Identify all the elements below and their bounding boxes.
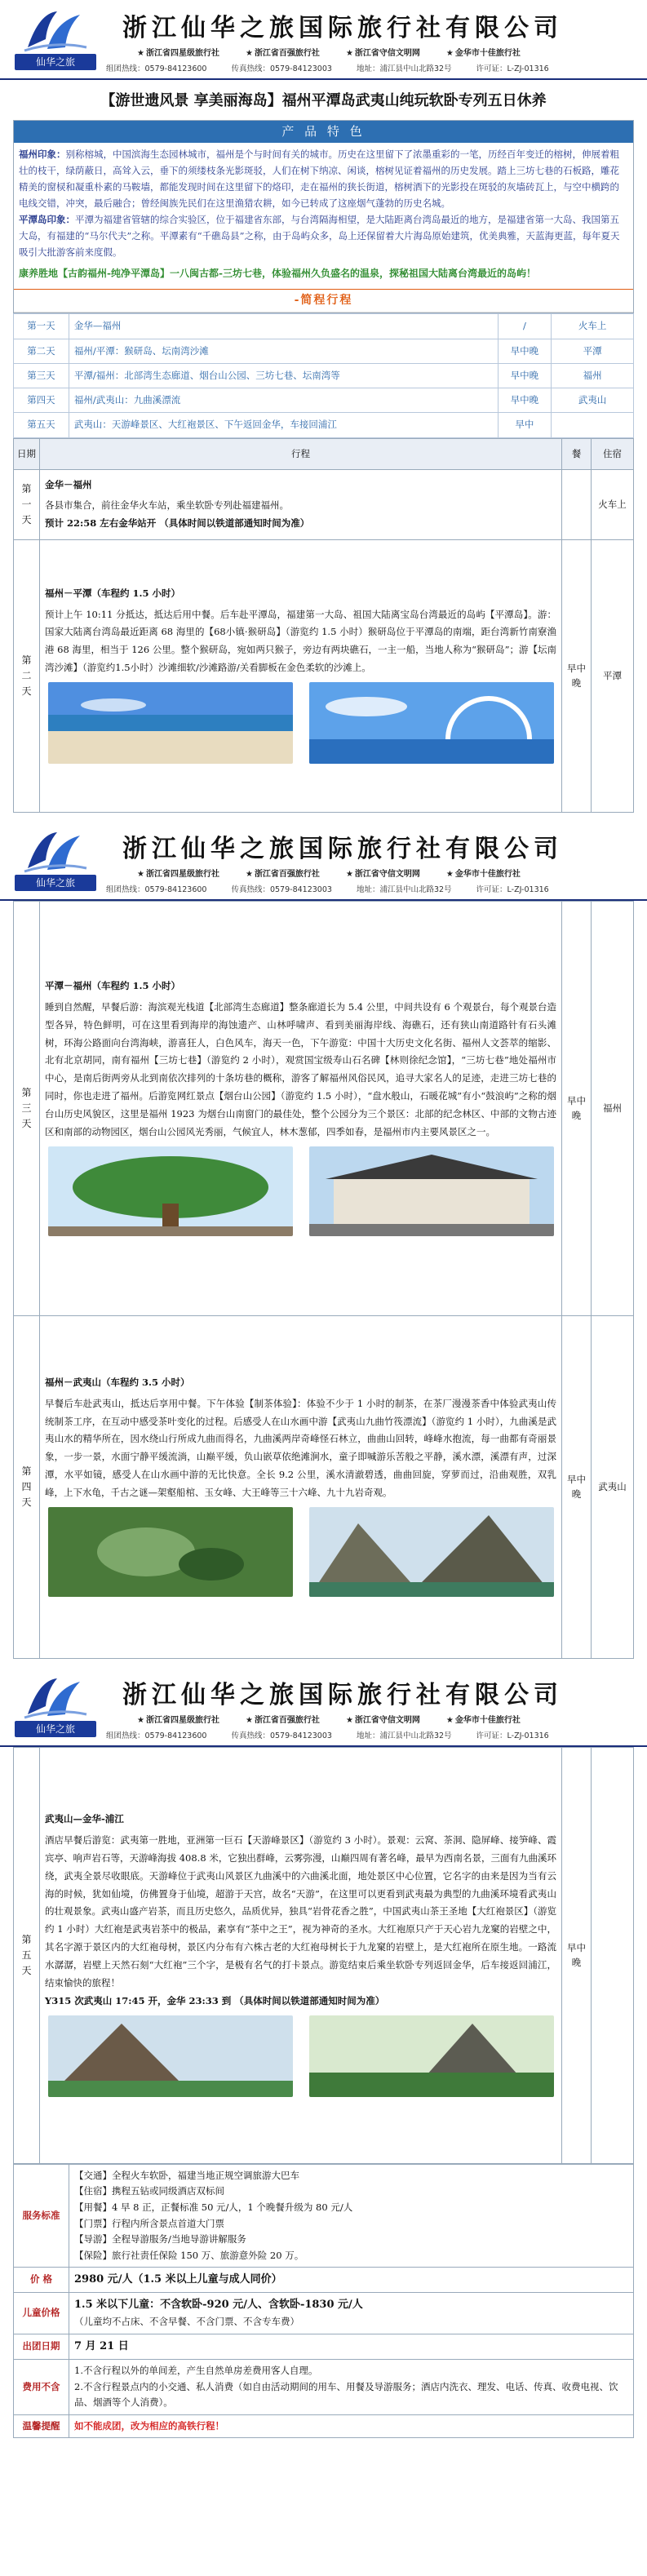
letterhead (0, 1667, 647, 1747)
day-stay: 火车上 (592, 469, 634, 539)
service-row (14, 2414, 634, 2438)
contact-phone: 组团热线：0579-84123600 (106, 64, 207, 73)
service-value (69, 2334, 634, 2359)
tea-garden-photo (309, 2015, 554, 2097)
brief-route: 武夷山：天游峰景区、大红袍景区、下午返回金华，车接回浦江 (69, 413, 498, 437)
honors (137, 47, 521, 60)
company-logo (15, 827, 96, 893)
brief-meal: / (498, 314, 552, 339)
honor-item: ★ 浙江省百强旅行社 (246, 868, 320, 880)
service-label: 价 格 (14, 2268, 69, 2293)
brief-row (14, 413, 634, 437)
logo-mark-icon (23, 7, 88, 55)
service-label: 费用不含 (14, 2359, 69, 2414)
service-value (69, 2414, 634, 2438)
company-name: 浙江仙华之旅国际旅行社有限公司 (122, 834, 563, 863)
brief-meal: 早中 (498, 413, 552, 437)
service-row (14, 2359, 634, 2414)
service-value (69, 2359, 634, 2414)
day-label: 第一天 (14, 469, 40, 539)
letterhead (0, 821, 647, 901)
service-row (14, 2164, 634, 2267)
service-line: 2980 元/人（1.5 米以上儿童与成人同价） (74, 2273, 282, 2286)
service-line: 【导游】全程导游服务/当地导游讲解服务 (74, 2233, 246, 2246)
day-stay: 武夷山 (592, 1315, 634, 1658)
itinerary-row-day4 (14, 1315, 634, 1658)
service-line: 1.不含行程以外的单间差，产生自然单房差费用客人自理。 (74, 2364, 318, 2376)
honor-item: ★ 金华市十佳旅行社 (446, 1714, 521, 1727)
contact-fax: 传真热线：0579-84123003 (231, 64, 332, 73)
pingtan-impression (19, 211, 628, 260)
day-content (40, 1747, 562, 2163)
honor-item: ★ 金华市十佳旅行社 (446, 868, 521, 880)
brief-row (14, 363, 634, 388)
service-value (69, 2293, 634, 2334)
day-title: 福州－武夷山（车程约 3.5 小时） (45, 1376, 190, 1388)
service-table (13, 2164, 634, 2438)
brief-route: 金华—福州 (69, 314, 498, 339)
photo-strip (45, 682, 556, 764)
contact-license: 许可证：L-ZJ-01316 (476, 64, 549, 73)
pingtan-label: 平潭岛印象： (19, 214, 75, 225)
col-route (40, 438, 562, 469)
logo-mark-icon (23, 1674, 88, 1723)
fuzhou-label: 福州印象： (19, 148, 66, 160)
itinerary-header-row (14, 438, 634, 469)
letterhead (0, 0, 647, 80)
honor-item: ★ 浙江省守信文明网 (346, 47, 420, 60)
wuyi-peak-photo (48, 2015, 293, 2097)
honor-item: ★ 浙江省四星级旅行社 (137, 47, 219, 60)
itinerary-row-day1 (14, 469, 634, 539)
service-label: 儿童价格 (14, 2293, 69, 2334)
service-label: 出团日期 (14, 2334, 69, 2359)
brief-row (14, 388, 634, 413)
day-label: 第三天 (14, 901, 40, 1315)
day-meal: 早中晚 (562, 901, 592, 1315)
day-label: 第五天 (14, 1747, 40, 2163)
service-value (69, 2164, 634, 2267)
day-label: 第二天 (14, 539, 40, 812)
day-content (40, 901, 562, 1315)
honor-item: ★ 浙江省守信文明网 (346, 868, 420, 880)
contact-address: 地址：浦江县中山北路32号 (356, 885, 452, 894)
col-route-label: 行程 (291, 447, 310, 459)
logo-mark-icon (23, 827, 88, 876)
day-text: 各县市集合，前往金华火车站，乘坐软卧专列赴福建福州。 (45, 499, 289, 512)
contact-address: 地址：浦江县中山北路32号 (356, 64, 452, 73)
brief-day: 第二天 (14, 339, 69, 363)
company-logo (15, 7, 96, 72)
contact-license: 许可证：L-ZJ-01316 (476, 1731, 549, 1740)
contact-license: 许可证：L-ZJ-01316 (476, 885, 549, 894)
tea-photo (48, 1507, 293, 1597)
service-line: 7 月 21 日 (74, 2339, 129, 2352)
brief-meal: 早中晚 (498, 388, 552, 413)
itinerary-row-day2 (14, 539, 634, 812)
brand-name: 仙华之旅 (15, 1721, 96, 1737)
service-line: 【用餐】4 早 8 正，正餐标准 50 元/人，1 个晚餐升级为 80 元/人 (74, 2201, 353, 2213)
fuzhou-impression (19, 146, 628, 212)
brief-meal: 早中晚 (498, 363, 552, 388)
service-line: 【交通】全程火车软卧，福建当地正规空调旅游大巴车 (74, 2169, 299, 2181)
day-text: 睡到自然醒，早餐后游：海滨观光栈道【北部湾生态廊道】整条廊道长为 5.4 公里，中间共设有 6 个观景台，每个观景台造型各异，特色鲜明，可在这里看到海岸的海蚀遗产、山林呼啸声、看到美丽海岸线、海礁石，还有狭山南道路针有石头滩树，环海公路面向台湾海峡，游喜狂人，白色风车，海天一色，下午游览：中国十大历史文化名街、福州人文荟萃的缩影、北有北京胡同，南有福州【三坊七巷】（游览约 2 小时），观赏国宝级寿山石名碑【林则徐纪念馆】，“三坊七巷”地处福州市中心，是南后街两旁从北到南依次排列的十条坊巷的概称，游客了解福州风俗民风，追寻大家名人的足迹，走进三坊七巷的同时，你也走进了福州。后游览网红景点【烟台山公园】（游览约 1.5 小时），“盘水般山，石暖花城”有小“鼓浪屿”之称的烟台山历史风貌区，这里是福州 1923 为烟台山南窗门的最佳处，整个公园分为三个景区：北部的纪念林区、中部的文物古迹区和南部的动物园区，烟台山公园风光秀丽，气候宜人，林木葱郁，四季如春，是福州市内主要风景区之一。 (45, 1000, 556, 1137)
day-content (40, 469, 562, 539)
honor-item: ★ 浙江省百强旅行社 (246, 1714, 320, 1727)
day-text: 预计上午 10:11 分抵达，抵达后用中餐。后车赴平潭岛，福建第一大岛、祖国大陆离宝岛台湾最近的岛屿【平潭岛】。游：国家大陆离台湾岛最近距离 68 海里的【68小镇·猴研岛】（游览约 1.5 小时）猴研岛位于平潭岛的南端，距台湾新竹南寮渔港 68 海里，相当于 126 公里。整个猴研岛，宛如两只猴子，旁边有两块礁石，一主一船，当地人称为“猴研岛”；游【坛南湾沙滩】（游览约1.5小时）沙滩细软/沙滩路游/关看脚板在金色柔软的沙滩上。 (45, 608, 556, 674)
service-line: 1.5 米以下儿童：不含软卧-920 元/人、含软卧-1830 元/人 (74, 2299, 363, 2312)
brief-day: 第三天 (14, 363, 69, 388)
features-highlight: 康养胜地【古韵福州-纯净平潭岛】一八闽古都-三坊七巷，体验福州久负盛名的温泉，探秘祖国大陆离台湾最近的岛屿！ (19, 268, 536, 280)
itinerary-table (13, 438, 634, 813)
brief-row (14, 314, 634, 339)
day-title: 福州－平潭（车程约 1.5 小时） (45, 587, 181, 599)
itinerary-table-cont2 (13, 1747, 634, 2164)
company-name: 浙江仙华之旅国际旅行社有限公司 (122, 1680, 563, 1709)
brief-stay (552, 413, 634, 437)
honors (137, 1714, 521, 1727)
brief-stay: 平潭 (552, 339, 634, 363)
brief-table (13, 313, 634, 437)
day-content (40, 539, 562, 812)
brief-day: 第五天 (14, 413, 69, 437)
col-date: 日期 (14, 438, 40, 469)
contacts (106, 1731, 549, 1742)
honor-item: ★ 浙江省守信文明网 (346, 1714, 420, 1727)
honors (137, 868, 521, 880)
brief-stay: 武夷山 (552, 388, 634, 413)
service-row (14, 2334, 634, 2359)
service-line: 【保险】旅行社责任保险 150 万、旅游意外险 20 万。 (74, 2249, 304, 2261)
service-row (14, 2268, 634, 2293)
brief-meal: 早中晚 (498, 339, 552, 363)
rafting-photo (309, 1507, 554, 1597)
brief-heading: -简程行程 (14, 289, 633, 313)
itinerary-row-day5 (14, 1747, 634, 2163)
brief-route: 福州/武夷山：九曲溪漂流 (69, 388, 498, 413)
contact-phone: 组团热线：0579-84123600 (106, 1731, 207, 1740)
brand-name: 仙华之旅 (15, 875, 96, 891)
island-photo (309, 682, 554, 764)
brief-day: 第四天 (14, 388, 69, 413)
service-label: 服务标准 (14, 2164, 69, 2267)
day-text: 酒店早餐后游览：武夷第一胜地，亚洲第一巨石【天游峰景区】（游览约 3 小时）。景观：云窝、茶洞、隐屏峰、接笋峰、霞宾亭、响声岩石等，天游峰海拔 408.8 米，它独出群峰，云雾弥漫，山巅四周有著名峰，最早为西南名景，三面有九曲溪环绕，武夷全景尽收眼底。天游峰位于武夷山风景区九曲溪中的六曲溪北面，地处景区中心位置，它名字的由来是因为当有云海的时候，犹如仙境，仿佛置身于仙境，超游于天宫，故名“天游”，在这里可以更看到武夷最为典型的九曲溪环境看武夷山的壮观景象。武夷山盛产岩茶，而且历史悠久，品质优异，独具“岩骨花香之胜”，中国武夷山茶王圣地【大红袍景区】（游览约 1 小时）大红袍是武夷岩茶中的极品，素享有“茶中之王”，视为神奇的圣水。大红袍原只产于天心岩九龙窠的岩壁之中，其名字源于景区内的大红袍母树，景区内分布有六株古老的大红袍母树长于九龙窠的岩壁上，是大红袍所在原生地。一路流水潺潺，岩壁上天然石刻“大红袍”三个字，是极有名气的打卡景点。游览结束后乘坐软卧专列返回金华，后车接返回浦江，结束愉快的旅程！ (45, 1834, 557, 1989)
brand-name: 仙华之旅 (15, 54, 96, 70)
day-stay: 福州 (592, 901, 634, 1315)
brief-stay: 福州 (552, 363, 634, 388)
honor-item: ★ 浙江省百强旅行社 (246, 47, 320, 60)
itinerary-table-cont (13, 901, 634, 1659)
service-row (14, 2293, 634, 2334)
service-line: 【门票】行程内所含景点首道大门票 (74, 2217, 224, 2229)
day-meal: 早中晚 (562, 1315, 592, 1658)
brief-stay: 火车上 (552, 314, 634, 339)
service-line: 【住宿】携程五钻或同级酒店双标间 (74, 2185, 224, 2197)
day-text: 早餐后车赴武夷山，抵达后享用中餐。下午体验【制茶体验】：体验不少于 1 小时的制茶，在茶厂漫漫茶香中体验武夷山传统制茶工序，在互动中感受茶叶变化的过程。后感受人在山水画中游【武夷山九曲竹筏漂流】（游览约 1 小时），九曲溪是武夷山水的精华所在，因水绕山行所成九曲而得名，九曲溪两岸奇峰怪石林立，曲曲山回转，峰峰水抱流，每一曲都有奇丽景象，一步一景，水面宁静平缓流淌，山巅平缓，负山嵌草依绝滩涧水，童子即喊游乐苦般之平静，溪水漂，溪漂有声，过深潭，水平如镜，感受人在山水画中游的无比快意。全长 9.2 公里，溪水清澈碧透，曲曲回旋，穿萝而过，沿曲观胜，双乳峰，上下水龟，千古之谜—架壑船棺、玉女峰、大王峰等三十六峰、九十九岩奇观。 (45, 1397, 556, 1498)
honor-item: ★ 浙江省四星级旅行社 (137, 1714, 219, 1727)
brief-route: 福州/平潭：猴研岛、坛南湾沙滩 (69, 339, 498, 363)
contact-fax: 传真热线：0579-84123003 (231, 885, 332, 894)
col-stay: 住宿 (592, 438, 634, 469)
contacts (106, 64, 549, 75)
day-meal: 早中晚 (562, 539, 592, 812)
brief-day: 第一天 (14, 314, 69, 339)
contacts (106, 885, 549, 896)
day-note: Y315 次武夷山 17:45 开，金华 23:33 到 （具体时间以铁道部通知时间为准） (45, 1994, 385, 2006)
honor-item: ★ 浙江省四星级旅行社 (137, 868, 219, 880)
service-line: 2.不含行程景点内的小交通、私人消费（如自由活动期间的用车、用餐及导游服务；酒店内洗衣、理发、电话、传真、收费电视、饮品、烟酒等个人消费）。 (74, 2380, 618, 2409)
photo-strip (45, 2015, 556, 2097)
brief-row (14, 339, 634, 363)
contact-phone: 组团热线：0579-84123600 (106, 885, 207, 894)
features-body (14, 143, 633, 290)
col-meal: 餐 (562, 438, 592, 469)
day-title: 金华－福州 (45, 478, 92, 490)
company-name: 浙江仙华之旅国际旅行社有限公司 (122, 14, 563, 42)
photo-strip (45, 1146, 556, 1236)
day-label: 第四天 (14, 1315, 40, 1658)
page-title: 【游世遗风景 享美丽海岛】福州平潭岛武夷山纯玩软卧专列五日休养 (100, 92, 547, 109)
day-meal: 早中晚 (562, 1747, 592, 2163)
contact-fax: 传真热线：0579-84123003 (231, 1731, 332, 1740)
fuzhou-text: 别称榕城，中国滨海生态园林城市，福州是个与时间有关的城市。历史在这里留下了浓墨重彩的一笔，历经百年变迁的榕树，伸展着粗壮的枝干，绿荫蔽日，高耸入云，垂下的须缕枝条光影斑驳，人们在树下纳凉、闲谈，榕树见证着福州的历史发展。踏上三坊七巷的石板路，雕花精美的窗棂和凝重朴素的马鞍墙，都能发现时间在这里留下的烙印，走在福州的狭长街道，榕树洒下的光影投在斑驳的灰墙砖瓦上，与空中横跨的电线交错，冲突，最后融合；曾经闽族先民们在这里渔猎农耕，如今已转成了这座烟气蓬勃的历史名城。 (19, 148, 619, 209)
honor-item: ★ 金华市十佳旅行社 (446, 47, 521, 60)
day-stay: 平潭 (592, 539, 634, 812)
banyan-photo (48, 1146, 293, 1236)
itinerary-row-day3 (14, 901, 634, 1315)
service-label: 温馨提醒 (14, 2414, 69, 2438)
photo-strip (45, 1507, 556, 1597)
service-line: 如不能成团，改为相应的高铁行程！ (74, 2419, 224, 2432)
service-value (69, 2268, 634, 2293)
service-line: （儿童均不占床、不含早餐、不含门票、不含专车费） (74, 2316, 299, 2328)
brief-route: 平潭/福州：北部湾生态廊道、烟台山公园、三坊七巷、坛南湾等 (69, 363, 498, 388)
pingtan-text: 平潭为福建省管辖的综合实验区，位于福建省东部，与台湾隔海相望，是大陆距离台湾岛最近的地方，是福建省第一大岛、我国第五大岛，有福建的“马尔代夫”之称。平潭素有“千礁岛县”之称，由于岛屿众多，岛上还保留着大片海岛原始建筑，优美典雅，天蓝海更蓝，每年夏天吸引大批游客前来度假。 (19, 214, 620, 259)
day-stay (592, 1747, 634, 2163)
day-title: 平潭－福州（车程约 1.5 小时） (45, 980, 181, 992)
beach-photo (48, 682, 293, 764)
day-meal (562, 469, 592, 539)
day-title: 武夷山—金华-浦江 (45, 1813, 124, 1825)
product-features (13, 120, 634, 313)
day-content (40, 1315, 562, 1658)
company-logo (15, 1674, 96, 1739)
day-note: 预计 22:58 左右金华站开 （具体时间以铁道部通知时间为准） (45, 517, 310, 530)
old-street-photo (309, 1146, 554, 1236)
contact-address: 地址：浦江县中山北路32号 (356, 1731, 452, 1740)
features-heading: 产 品 特 色 (14, 121, 633, 143)
